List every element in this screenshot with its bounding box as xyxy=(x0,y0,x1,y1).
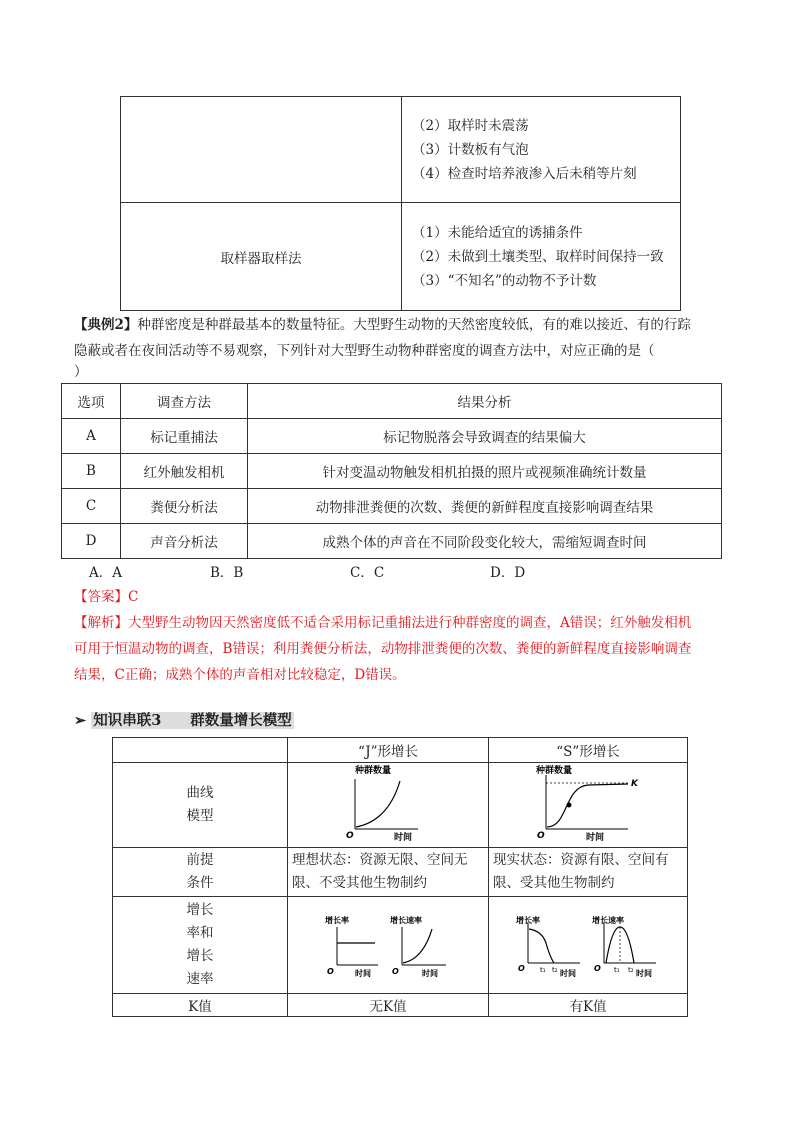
svg-text:t₁: t₁ xyxy=(614,965,620,974)
cell-option: C xyxy=(62,489,121,524)
example-question xyxy=(74,312,734,380)
table-row-premise xyxy=(113,848,688,897)
list-item: （4）检查时培养液渗入后未稍等片刻 xyxy=(412,165,637,182)
question-text: ） xyxy=(74,364,88,380)
s-growth-rate-graph xyxy=(514,913,586,978)
svg-text:O: O xyxy=(517,963,525,973)
cell-method: 声音分析法 xyxy=(121,524,248,559)
header-method: 调查方法 xyxy=(121,384,248,419)
svg-text:时间: 时间 xyxy=(355,968,372,978)
s-growth-speed-graph xyxy=(590,913,662,978)
section-title: 知识串联3 群数量增长模型 xyxy=(93,712,292,729)
y-axis-label: 种群数量 xyxy=(355,766,392,776)
inflection-point xyxy=(567,803,572,808)
origin-label: O xyxy=(537,831,545,841)
table-header-row xyxy=(62,384,722,419)
cell-option: D xyxy=(62,524,121,559)
option-c: C．C xyxy=(350,565,385,581)
svg-text:时间: 时间 xyxy=(636,968,653,978)
table-cell-method: 取样器取样法 xyxy=(121,203,402,311)
cell-analysis: 针对变温动物触发相机拍摄的照片或视频准确统计数量 xyxy=(248,454,722,489)
cell-analysis: 标记物脱落会导致调查的结果偏大 xyxy=(248,419,722,454)
list-item: （2）取样时未震荡 xyxy=(412,117,529,134)
x-axis-label: 时间 xyxy=(586,833,605,843)
s-curve-cell xyxy=(489,763,688,848)
header-j-growth: “J”形增长 xyxy=(288,738,489,763)
table-row xyxy=(62,454,722,489)
table-row xyxy=(62,419,722,454)
svg-text:t₁: t₁ xyxy=(539,965,546,974)
k-label: K xyxy=(631,779,638,789)
list-item: （2）未做到土壤类型、取样时间保持一致 xyxy=(412,248,664,265)
bullet-arrow-icon: ➢ xyxy=(74,712,87,729)
y-axis-label: 增长率 xyxy=(515,915,540,925)
table-cell-method xyxy=(121,97,402,203)
svg-text:t₂: t₂ xyxy=(551,965,558,974)
svg-text:O: O xyxy=(594,963,601,973)
y-axis-label: 增长速率 xyxy=(592,915,625,925)
list-item: （3）“不知名”的动物不予计数 xyxy=(412,272,597,289)
option-b: B．B xyxy=(210,565,244,581)
x-axis-label: 时间 xyxy=(394,833,413,843)
table-row xyxy=(121,203,681,311)
sampling-errors-table xyxy=(120,96,681,311)
answer-block xyxy=(74,584,744,688)
table-row xyxy=(62,489,722,524)
question-text: 种群密度是种群最基本的数量特征。大型野生动物的天然密度较低，有的难以接近、有的行踪 xyxy=(137,317,691,333)
declining-rate-curve xyxy=(529,929,554,963)
list-item: （1）未能给适宜的诱捕条件 xyxy=(412,224,583,241)
row-label-curve: 曲线 模型 xyxy=(113,763,288,848)
origin-label: O xyxy=(346,831,354,841)
s-curve-graph xyxy=(528,763,648,843)
option-d: D．D xyxy=(490,565,526,581)
y-axis-label: 增长速率 xyxy=(389,915,422,925)
s-curve-line xyxy=(547,784,628,827)
section-heading xyxy=(74,709,294,730)
cell-option: B xyxy=(62,454,121,489)
svg-text:t₂: t₂ xyxy=(628,965,634,974)
table-header-row xyxy=(113,738,688,763)
answer-label: 【答案】 xyxy=(74,589,128,605)
svg-text:O: O xyxy=(391,966,399,976)
svg-text:时间: 时间 xyxy=(421,968,438,978)
table-row-curve xyxy=(113,763,688,848)
answer-value: C xyxy=(128,589,139,605)
cell-analysis: 成熟个体的声音在不同阶段变化较大，需缩短调查时间 xyxy=(248,524,722,559)
j-growth-rate-graph xyxy=(323,913,383,978)
table-row xyxy=(121,97,681,203)
analysis-text: 结果，C正确；成熟个体的声音相对比较稳定，D错误。 xyxy=(74,667,406,683)
s-rate-cell xyxy=(489,897,688,994)
j-rate-cell xyxy=(288,897,489,994)
analysis-text: 可用于恒温动物的调查，B错误；利用粪便分析法，动物排泄粪便的次数、粪便的新鲜程度直接影响调查 xyxy=(74,641,692,657)
cell-analysis: 动物排泄粪便的次数、粪便的新鲜程度直接影响调查结果 xyxy=(248,489,722,524)
analysis-text: 大型野生动物因天然密度低不适合采用标记重捕法进行种群密度的调查，A错误；红外触发相机 xyxy=(128,615,692,631)
y-axis-label: 种群数量 xyxy=(536,766,573,776)
row-label-premise: 前提 条件 xyxy=(113,848,288,897)
premise-s: 现实状态：资源有限、空间有 限、受其他生物制约 xyxy=(489,848,688,897)
table-row xyxy=(62,524,722,559)
k-value-s: 有K值 xyxy=(489,994,688,1017)
table-cell-items xyxy=(402,97,681,203)
cell-method: 红外触发相机 xyxy=(121,454,248,489)
j-curve-cell xyxy=(288,763,489,848)
j-curve-graph xyxy=(338,763,438,843)
svg-text:O: O xyxy=(327,966,335,976)
cell-method: 标记重捕法 xyxy=(121,419,248,454)
j-curve-line xyxy=(356,781,400,827)
analysis-label: 【解析】 xyxy=(74,615,128,631)
row-label-rate: 增长 率和 增长 速率 xyxy=(113,897,288,994)
question-text: 隐蔽或者在夜间活动等不易观察，下列针对大型野生动物种群密度的调查方法中，对应正确的是（ xyxy=(74,343,655,359)
row-label-k: K值 xyxy=(113,994,288,1017)
option-a: A．A xyxy=(89,565,122,581)
header-analysis: 结果分析 xyxy=(248,384,722,419)
j-growth-speed-graph xyxy=(388,913,453,978)
premise-j: 理想状态：资源无限、空间无 限、不受其他生物制约 xyxy=(288,848,489,897)
survey-methods-table xyxy=(61,383,722,559)
growth-model-table xyxy=(112,737,688,1017)
k-value-j: 无K值 xyxy=(288,994,489,1017)
svg-text:时间: 时间 xyxy=(559,968,576,978)
example-label: 【典例2】 xyxy=(74,317,138,333)
table-row-k xyxy=(113,994,688,1017)
table-cell-items xyxy=(402,203,681,311)
table-row-rate xyxy=(113,897,688,994)
list-item: （3）计数板有气泡 xyxy=(412,141,529,158)
header-option: 选项 xyxy=(62,384,121,419)
header-s-growth: “S”形增长 xyxy=(489,738,688,763)
cell-option: A xyxy=(62,419,121,454)
rising-speed-curve xyxy=(403,929,432,963)
cell-method: 粪便分析法 xyxy=(121,489,248,524)
y-axis-label: 增长率 xyxy=(325,915,350,925)
